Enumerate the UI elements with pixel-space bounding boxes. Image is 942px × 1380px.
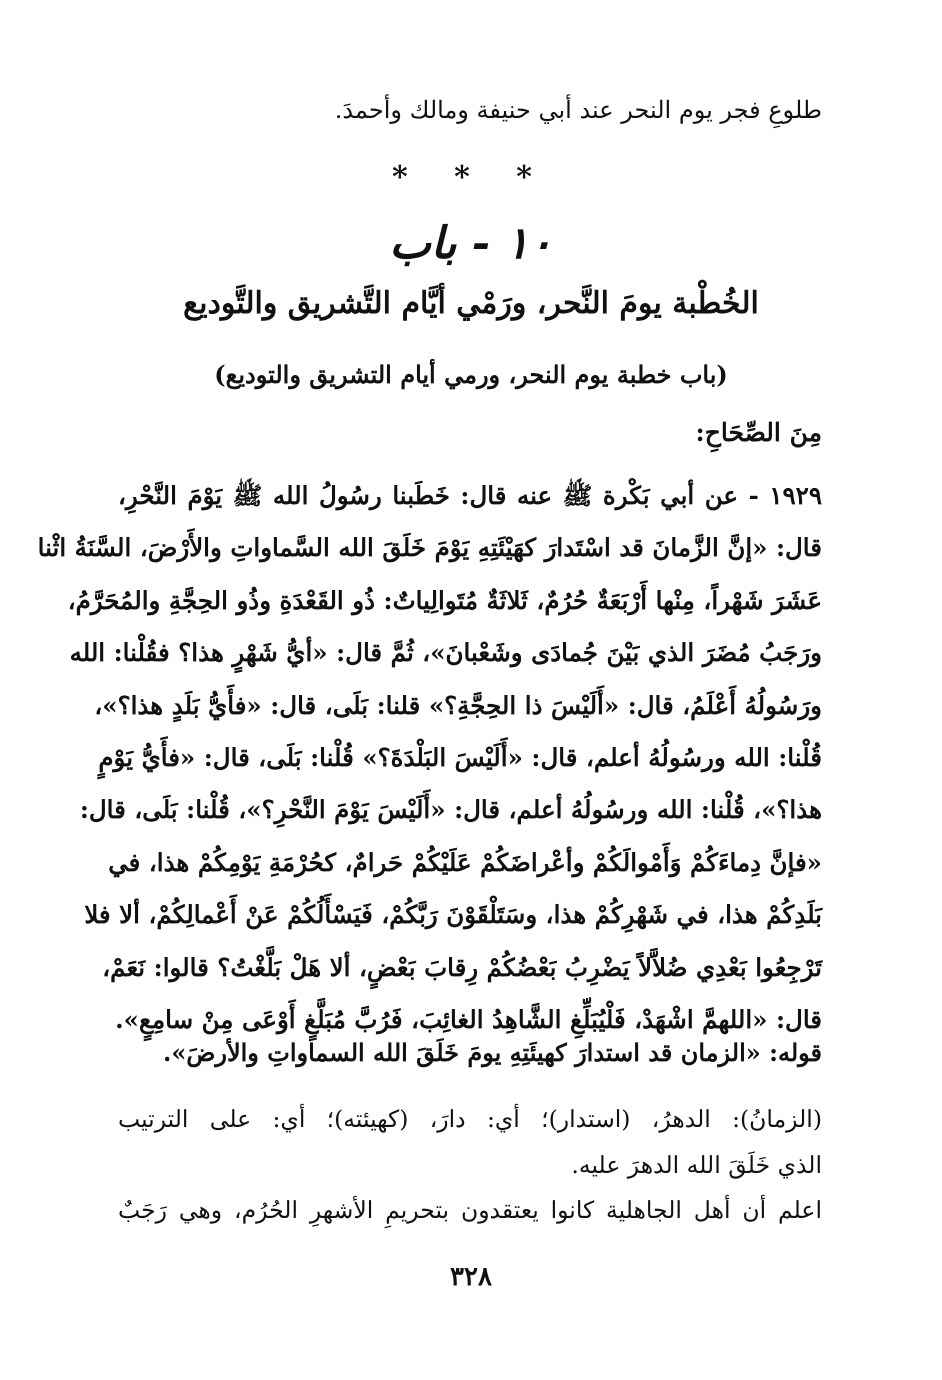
commentary-quote: قوله: «الزمان قد استدارَ كهيئَتِهِ يومَ خَلَقَ الله السماواتِ والأرضَ». bbox=[162, 1038, 822, 1067]
hadith-line: بَلَدِكُمْ هذا، في شَهْرِكُمْ هذا، وسَتَلْقَوْنَ رَبَّكُمْ، فَيَسْأَلُكُمْ عَنْ أَعْمالِكُمْ، ألا فلا bbox=[84, 900, 822, 930]
chapter-heading: ١٠ - باب bbox=[389, 218, 553, 269]
hadith-line: هذا؟»، قُلْنا: الله ورسُولُهُ أعلم، قال: «أَلَيْسَ يَوْمَ النَّحْرِ؟»، قُلْنا: بَلَى، قال: bbox=[79, 795, 822, 825]
top-line: طلوعِ فجر يوم النحر عند أبي حنيفة ومالك وأحمدَ. bbox=[334, 96, 822, 124]
hadith-text bbox=[37, 470, 822, 1046]
hadith-line: قُلْنا: الله ورسُولُهُ أعلم، قال: «أَلَيْسَ البَلْدَةَ؟» قُلْنا: بَلَى، قال: «فأَيُّ يَوْمٍ bbox=[98, 742, 822, 772]
hadith-line: «فإنَّ دِماءَكُمْ وَأَمْوالَكُمْ وأعْراضَكُمْ عَلَيْكُمْ حَرامٌ، كحُرْمَةِ يَوْمِكُمْ هذا، في bbox=[108, 847, 822, 877]
hadith-line: ورَسُولُهُ أَعْلَمُ، قال: «أَلَيْسَ ذا الحِجَّةِ؟» قلنا: بَلَى، قال: «فأَيُّ بَلَدٍ هذا؟»، bbox=[94, 690, 822, 720]
page-number: ٣٢٨ bbox=[450, 1262, 492, 1292]
explanation-line: الذي خَلَقَ الله الدهرَ عليه. bbox=[571, 1151, 822, 1179]
hadith-line: ورَجَبُ مُضَرَ الذي بَيْنَ جُمادَى وشَعْبانَ»، ثُمَّ قال: «أيُّ شَهْرٍ هذا؟ فقُلْنا: الله bbox=[69, 638, 822, 668]
hadith-line: عَشَرَ شَهْراً، مِنْها أَرْبَعَةٌ حُرُمٌ، ثَلاثَةٌ مُتَوالِياتٌ: ذُو القَعْدَةِ وذُو الحِجَّةِ والمُحَرَّمُ، bbox=[67, 585, 822, 615]
section-separator: * * * bbox=[392, 160, 550, 195]
hadith-line: تَرْجِعُوا بَعْدِي ضُلاَّلاً يَضْرِبُ بَعْضُكُمْ رِقابَ بَعْضٍ، ألا هَلْ بَلَّغْتُ؟ قالوا: نَعَمْ، bbox=[102, 952, 822, 982]
explanation-line: (الزمانُ): الدهرُ، (استدار)؛ أي: دارَ، (كهيئته)؛ أي: على الترتيب bbox=[118, 1105, 822, 1133]
commentary-paragraph: اعلم أن أهل الجاهلية كانوا يعتقدون بتحريمِ الأشهرِ الحُرُم، وهي رَجَبٌ bbox=[118, 1196, 822, 1224]
hadith-line: قال: «اللهمَّ اشْهَدْ، فَلْيُبَلِّغِ الشَّاهِدُ الغائِبَ، فَرُبَّ مُبَلَّغٍ أَوْعَى مِنْ سامِعٍ». bbox=[115, 1004, 822, 1034]
hadith-line: قال: «إنَّ الزَّمانَ قد اسْتَدارَ كهَيْئَتِهِ يَوْمَ خَلَقَ الله السَّماواتِ والأَرْضَ، السَّنَةُ اثْنا bbox=[37, 533, 822, 563]
hadith-line: ١٩٢٩ - عن أبي بَكْرة ﷺ عنه قال: خَطَبنا رسُولُ الله ﷺ يَوْمَ النَّحْرِ، bbox=[118, 481, 822, 510]
chapter-title: الخُطْبة يومَ النَّحر، ورَمْي أيَّام التَّشريق والتَّوديع bbox=[183, 286, 759, 321]
source-label: مِنَ الصِّحَاحِ: bbox=[695, 418, 822, 447]
commentary-explanation bbox=[118, 1096, 822, 1188]
chapter-subtitle: (باب خطبة يوم النحر، ورمي أيام التشريق والتوديع) bbox=[214, 360, 728, 389]
